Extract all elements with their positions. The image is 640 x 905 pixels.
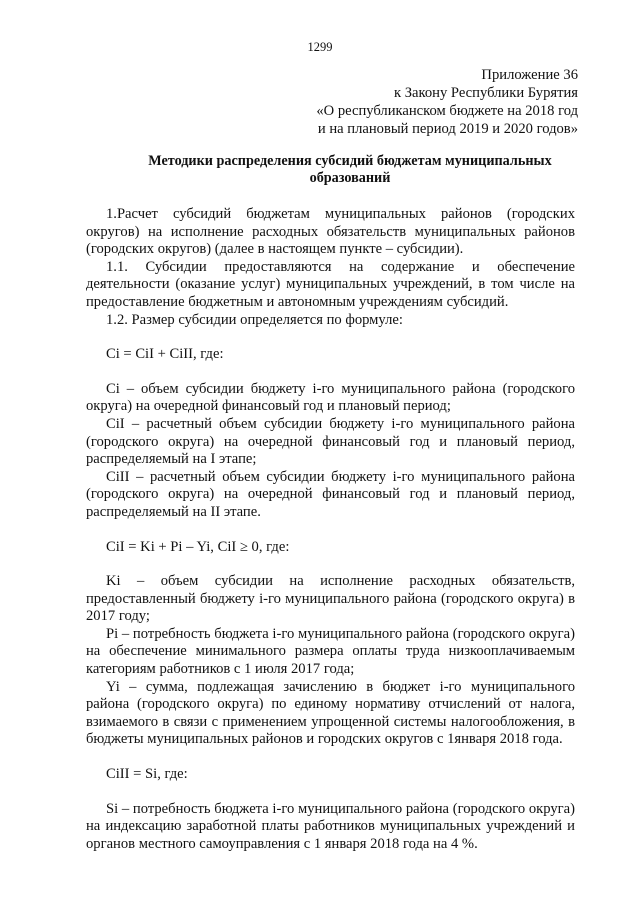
document-body: [86, 206, 575, 853]
spacer: [86, 749, 575, 766]
page-number: 1299: [307, 40, 333, 54]
appendix-header: [316, 66, 578, 138]
appendix-line: к Закону Республики Бурятия: [393, 85, 578, 101]
formula: Ci = CiI + CiII, где:: [106, 346, 224, 363]
paragraph: CiII – расчетный объем субсидии бюджету i-го муниципального района (городского округа) на очередной финансовый год и плановый период, распределяемый на II этапе.: [86, 468, 575, 520]
appendix-line: и на плановый период 2019 и 2020 годов»: [317, 121, 578, 137]
paragraph: Yi – сумма, подлежащая зачислению в бюджет i-го муниципального района (городского округа) по единому нормативу отчислений от налога, взимаемого в связи с применением упрощенной системы налогообложения, в бюджеты муниципальных районов и городских округов с 1января 2018 года.: [86, 678, 575, 748]
paragraph: Ki – объем субсидии на исполнение расходных обязательств, предоставленный бюджету i-го муниципального района (городского округа) в 2017 году;: [86, 573, 575, 625]
document-title: [100, 153, 600, 187]
paragraph: Ci – объем субсидии бюджету i-го муниципального района (городского округа) на очередной финансовый год и плановый период;: [86, 380, 575, 415]
paragraph: CiI – расчетный объем субсидии бюджету i-го муниципального района (городского округа) на очередной финансовый год и плановый период, распределяемый на I этапе;: [86, 415, 575, 468]
paragraph: 1.1. Субсидии предоставляются на содержание и обеспечение деятельности (оказание услуг) муниципальных учреждений, в том числе на предоставление бюджетным и автономным учреждениям субсидий.: [86, 258, 575, 310]
spacer: [86, 784, 575, 801]
title-line: образований: [309, 170, 391, 186]
appendix-line: Приложение 36: [481, 67, 578, 83]
spacer: [86, 522, 575, 539]
paragraph: Pi – потребность бюджета i-го муниципального района (городского округа) на обеспечение минимального размера оплаты труда низкооплачиваемым категориям работников с 1 июля 2017 года;: [86, 625, 575, 678]
paragraph: Si – потребность бюджета i-го муниципального района (городского округа) на индексацию заработной платы работников муниципальных учреждений и органов местного самоуправления с 1 января 2018 года на 4 %.: [86, 800, 575, 852]
spacer: [86, 329, 575, 346]
paragraph: 1.Расчет субсидий бюджетам муниципальных районов (городских округов) на исполнение расходных обязательств муниципальных районов (городских округов) (далее в настоящем пункте – субсидии).: [86, 206, 575, 258]
paragraph: 1.2. Размер субсидии определяется по формуле:: [106, 311, 403, 328]
spacer: [86, 556, 575, 573]
formula: CiII = Si, где:: [106, 766, 188, 783]
appendix-line: «О республиканском бюджете на 2018 год: [316, 103, 578, 119]
formula: CiI = Ki + Pi – Yi, CiI ≥ 0, где:: [106, 538, 290, 555]
spacer: [86, 364, 575, 381]
title-line: Методики распределения субсидий бюджетам муниципальных: [148, 153, 552, 169]
